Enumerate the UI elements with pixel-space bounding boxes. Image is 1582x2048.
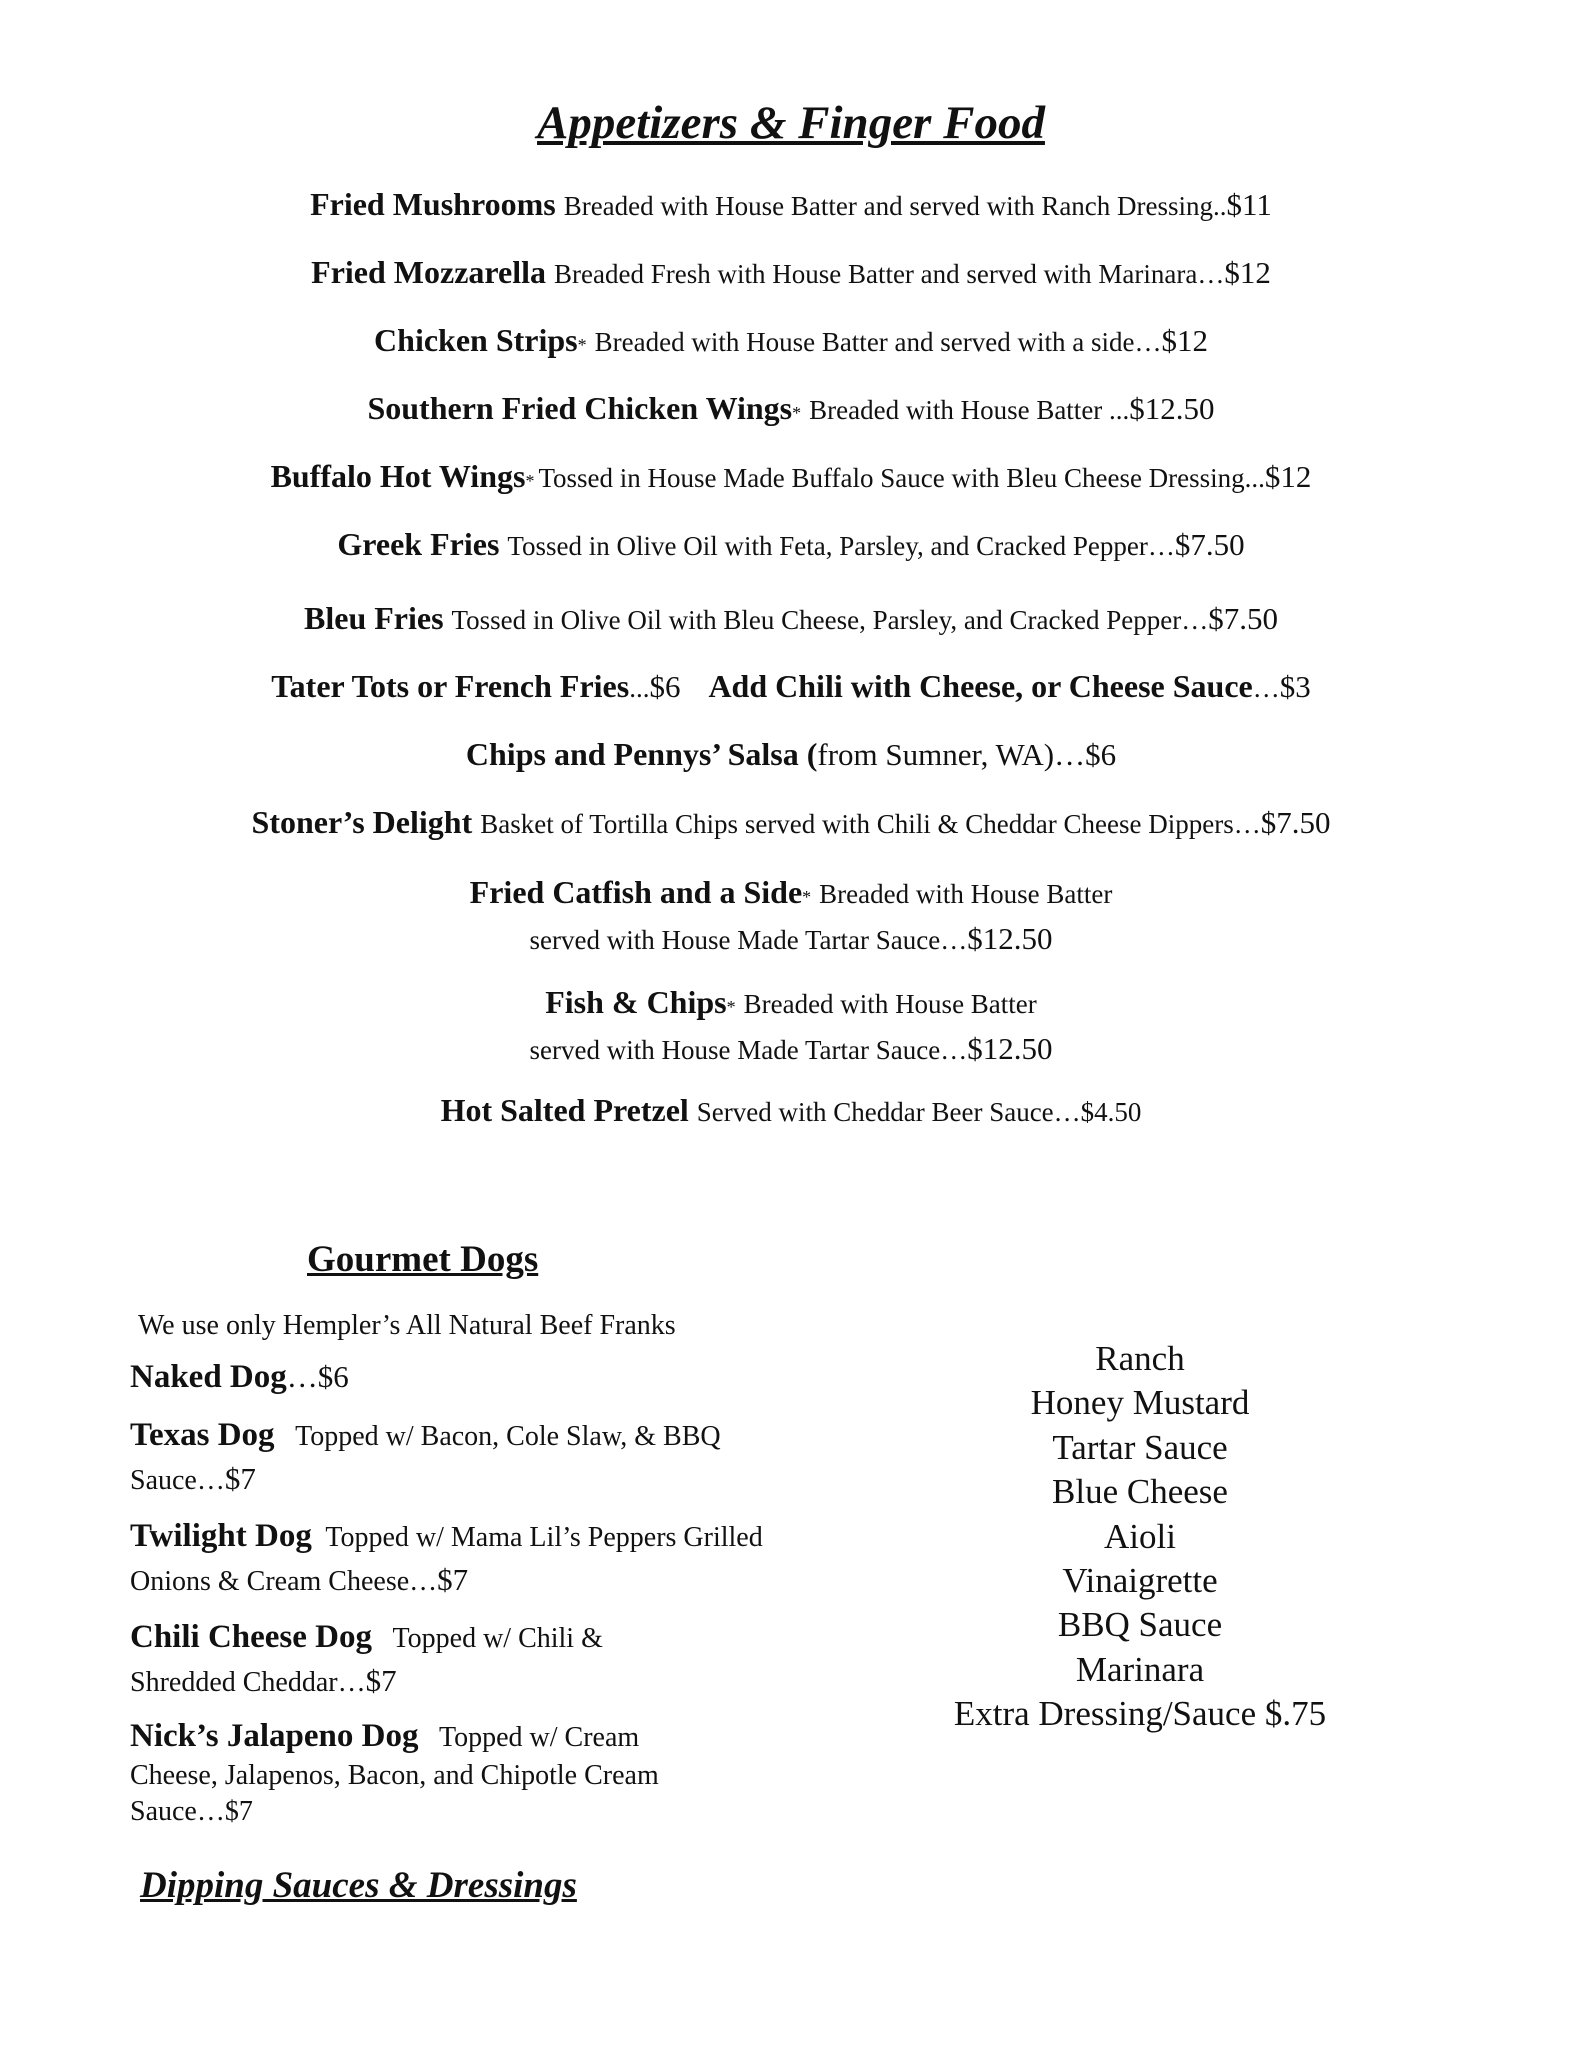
dog-desc: Topped w/ Mama Lil’s Peppers Grilled Onions & Cream Cheese… [130,1522,763,1597]
sauce-item: Marinara [1075,1649,1205,1689]
gourmet-dogs-heading: Gourmet Dogs [307,1239,539,1280]
asterisk: * [792,403,802,423]
item-desc-line2: served with House Made Tartar Sauce… [529,1035,968,1065]
addon-desc: … [1252,673,1280,703]
item-price: $12 [1224,255,1271,290]
menu-item-fried-mushrooms [0,186,1582,223]
menu-item-greek-fries [0,526,1582,563]
appetizers-heading: Appetizers & Finger Food [537,97,1045,149]
item-desc-line2: served with House Made Tartar Sauce… [529,925,968,955]
item-price: $7.50 [1260,805,1331,840]
sauce-item: Aioli [1104,1516,1176,1556]
sauce-item: Extra Dressing/Sauce $.75 [953,1694,1327,1734]
item-price: $6 [649,669,681,704]
asterisk: * [577,335,587,355]
menu-item-stoners-delight [0,804,1582,841]
item-price: $6 [1085,737,1117,772]
asterisk: * [726,997,736,1017]
dog-item-twilight-dog [130,1515,770,1600]
addon-name: Add Chili with Cheese, or Cheese Sauce [708,668,1253,704]
asterisk: * [525,471,535,491]
item-name: Fried Mozzarella [311,254,547,290]
dog-price: $7 [437,1561,469,1597]
menu-item-southern-fried-chicken-wings [0,390,1582,427]
sauce-item: Blue Cheese [1052,1472,1228,1512]
item-desc: ... [629,673,650,703]
menu-item-tater-tots [0,668,1582,705]
item-price: $7.50 [1208,601,1278,636]
item-price: $12.50 [967,921,1053,956]
item-name: Stoner’s Delight [251,804,473,840]
sauce-item: BBQ Sauce [1057,1605,1223,1645]
item-desc: Breaded with House Batter [743,989,1037,1019]
sauce-item: Honey Mustard [1030,1383,1250,1423]
menu-item-chips-and-salsa [0,736,1582,773]
item-name: Fried Mushrooms [310,186,556,222]
dog-desc: Topped w/ Chili & Shredded Cheddar… [130,1623,603,1698]
menu-item-buffalo-hot-wings [0,458,1582,495]
menu-item-chicken-strips [0,322,1582,359]
dog-name: Nick’s Jalapeno Dog [130,1718,419,1754]
dog-price: $7 [365,1662,397,1698]
item-name: Hot Salted Pretzel [440,1092,689,1128]
dog-desc: … [286,1359,318,1394]
menu-item-hot-salted-pretzel [0,1092,1582,1129]
dog-item-chili-cheese-dog [130,1616,690,1701]
item-name: Southern Fried Chicken Wings [367,390,793,426]
item-price: $12.50 [1129,391,1215,426]
item-desc: from Sumner, WA)… [817,737,1086,772]
item-price: $12 [1264,459,1312,494]
dog-desc: Topped w/ Bacon, Cole Slaw, & BBQ Sauce… [130,1421,721,1496]
menu-item-bleu-fries [0,600,1582,637]
addon-price: $3 [1279,669,1311,704]
menu-item-fried-mozzarella [0,254,1582,291]
item-desc: Breaded with House Batter [819,879,1113,909]
item-desc: Tossed in House Made Buffalo Sauce with Bleu Cheese Dressing... [538,463,1265,493]
item-name: Bleu Fries [304,600,444,636]
dog-name: Twilight Dog [130,1518,312,1554]
sauce-item: Tartar Sauce [1052,1427,1228,1467]
item-desc: Breaded Fresh with House Batter and served with Marinara… [554,259,1225,289]
dog-price: $6 [317,1359,349,1394]
sauce-item: Ranch [1095,1339,1185,1378]
dog-desc: Topped w/ Cream Cheese, Jalapenos, Bacon, and Chipotle Cream Sauce… [130,1722,659,1828]
dog-name: Chili Cheese Dog [130,1619,372,1655]
sauces-list [880,1337,1400,1737]
dog-item-nicks-jalapeno-dog [130,1715,730,1831]
item-desc: Served with Cheddar Beer Sauce… [696,1097,1081,1127]
item-name: Greek Fries [337,526,500,562]
item-desc: Breaded with House Batter and served with Ranch Dressing.. [563,191,1227,221]
dog-name: Texas Dog [130,1417,275,1453]
item-desc: Basket of Tortilla Chips served with Chili & Cheddar Cheese Dippers… [480,809,1261,839]
item-price: $12.50 [967,1031,1053,1066]
item-name: Tater Tots or French Fries [271,668,630,704]
dog-item-naked-dog [130,1356,770,1400]
menu-item-fried-catfish [0,872,1582,965]
item-name: Fish & Chips [545,984,727,1020]
menu-item-fish-and-chips [0,982,1582,1075]
item-price: $4.50 [1080,1097,1142,1127]
asterisk: * [802,887,812,907]
item-name: Fried Catfish and a Side [469,874,803,910]
item-desc: Tossed in Olive Oil with Bleu Cheese, Parsley, and Cracked Pepper… [451,605,1209,635]
item-desc: Breaded with House Batter and served with a side… [594,327,1162,357]
sauce-item: Vinaigrette [1062,1561,1218,1601]
item-desc: Breaded with House Batter ... [809,395,1130,425]
item-name: Chicken Strips [374,322,578,358]
dog-name: Naked Dog [130,1359,287,1395]
item-name: Chips and Pennys’ Salsa ( [465,736,818,772]
item-price: $11 [1226,187,1272,222]
dogs-intro: We use only Hempler’s All Natural Beef Franks [138,1310,676,1341]
dipping-sauces-heading: Dipping Sauces & Dressings [140,1865,577,1906]
dog-price: $7 [224,1460,256,1496]
item-price: $12 [1161,323,1208,358]
item-price: $7.50 [1174,527,1245,562]
dog-item-texas-dog [130,1414,740,1499]
item-name: Buffalo Hot Wings [270,458,526,494]
dog-price: $7 [224,1796,253,1828]
item-desc: Tossed in Olive Oil with Feta, Parsley, and Cracked Pepper… [507,531,1175,561]
